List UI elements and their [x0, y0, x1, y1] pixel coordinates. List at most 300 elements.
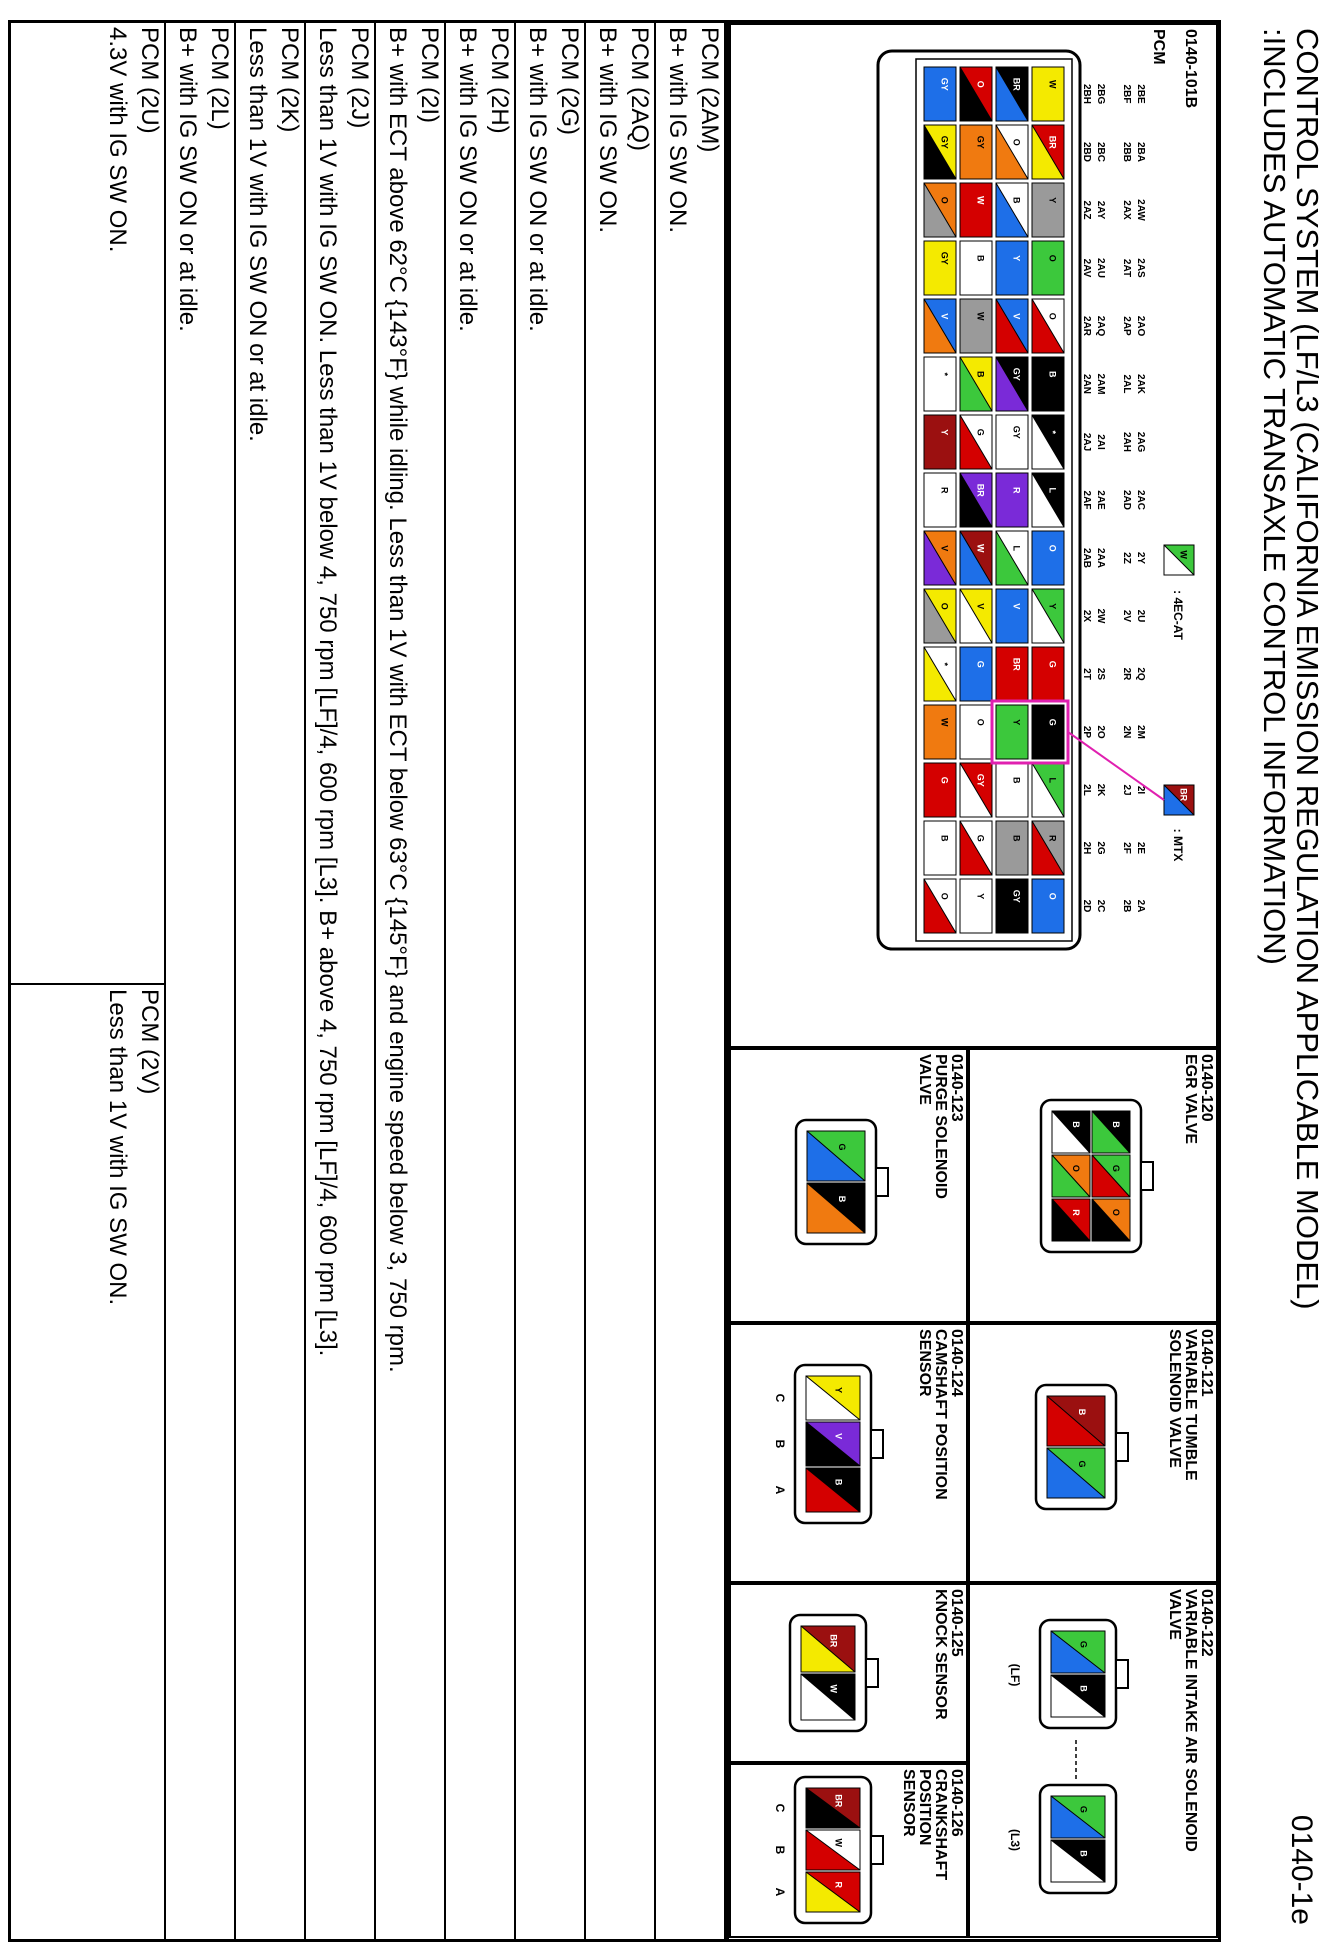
table-row	[516, 23, 586, 1939]
pcm-wire-cavity	[960, 183, 992, 237]
wire-color-label: R	[939, 487, 950, 494]
pcm-wire-cavity	[1032, 67, 1064, 121]
wire-color-label: O	[939, 602, 950, 610]
pcm-wire-cavity	[1032, 299, 1064, 353]
mt-note-label: : MTX	[1171, 828, 1185, 862]
pcm-wire-cavity	[996, 67, 1028, 121]
wire-color-label: W	[833, 1838, 844, 1848]
pcm-wire-cavity	[960, 589, 992, 643]
pcm-wire-cavity	[960, 879, 992, 933]
pcm-wire-cavity	[924, 125, 956, 179]
pcm-wire-cavity	[924, 763, 956, 817]
pin-number: 2O	[1095, 725, 1106, 739]
pcm-wire-cavity	[1032, 473, 1064, 527]
purge-valve-connector	[732, 1050, 966, 1320]
wire-color-label: B	[1110, 1121, 1121, 1128]
intake-valve-name: VARIABLE INTAKE AIR SOLENOID VALVE	[1166, 1589, 1199, 1852]
pin-number: 2J	[1121, 784, 1132, 796]
pin-number: 2AU	[1095, 257, 1106, 279]
row-condition: 4.3V with IG SW ON.	[104, 27, 131, 253]
wire-color-label: B	[1078, 1685, 1089, 1692]
row-terminal: PCM (2U)	[136, 27, 163, 134]
wire-color-label: L	[1047, 777, 1058, 784]
pin-number: 2AS	[1135, 258, 1146, 278]
intake-valve-cell	[968, 1583, 1218, 1938]
wire-color-label: G	[1110, 1164, 1121, 1172]
page-number: 0140-1e	[1285, 1814, 1318, 1925]
intake-valve-connector	[971, 1585, 1216, 1935]
pin-number: 2BC	[1095, 141, 1106, 163]
wire-cavity	[1051, 1796, 1105, 1838]
pin-number: 2AD	[1121, 489, 1132, 511]
row-condition: B+ with IG SW ON.	[664, 27, 691, 234]
pcm-wire-cavity	[996, 183, 1028, 237]
knock-sensor-id: 0140-125	[948, 1589, 965, 1657]
pin-number: 2BG	[1095, 83, 1106, 105]
wire-color-label: G	[1078, 1805, 1089, 1813]
pcm-wire-cavity	[924, 821, 956, 875]
crankshaft-sensor-connector	[732, 1765, 966, 1935]
wire-color-label: B	[1078, 1850, 1089, 1857]
pin-number: 2AL	[1121, 374, 1132, 394]
wire-color-label: W	[828, 1684, 839, 1693]
tumble-valve-connector	[971, 1325, 1216, 1580]
pcm-wire-cavity	[1032, 879, 1064, 933]
pcm-wire-cavity	[1032, 589, 1064, 643]
camshaft-sensor-connector	[732, 1325, 966, 1580]
tumble-valve-cell	[968, 1323, 1218, 1583]
wire-color-label: Y	[833, 1387, 844, 1394]
wire-color-label: Y	[1047, 603, 1058, 610]
pin-number: 2BE	[1135, 84, 1146, 104]
pin-number: 2Q	[1135, 667, 1146, 681]
at-note-label: : 4EC-AT	[1171, 590, 1185, 640]
pcm-wire-cavity	[960, 705, 992, 759]
pcm-wire-cavity	[1032, 705, 1064, 759]
pcm-wire-cavity	[924, 647, 956, 701]
wire-cavity	[1092, 1155, 1130, 1197]
pcm-wire-cavity	[1032, 183, 1064, 237]
pin-number: 2AM	[1095, 373, 1106, 395]
page-subtitle: :INCLUDES AUTOMATIC TRANSAXLE CONTROL INFORMATION)	[1257, 28, 1292, 965]
row-terminal: PCM (2H)	[486, 27, 513, 134]
wire-cavity	[1047, 1396, 1105, 1446]
table-row	[166, 23, 236, 1939]
pcm-connector-id: 0140-101B	[1182, 29, 1199, 109]
connector-latch	[871, 1836, 883, 1864]
row-terminal: PCM (2V)	[136, 989, 163, 1095]
pin-number: 2X	[1081, 609, 1092, 623]
crankshaft-sensor-cell	[729, 1763, 968, 1938]
pcm-wire-cavity	[996, 473, 1028, 527]
wire-cavity	[1051, 1675, 1105, 1717]
wire-color-label: G	[1076, 1460, 1087, 1468]
pin-number: 2AA	[1095, 547, 1106, 569]
pcm-wire-cavity	[960, 241, 992, 295]
wire-cavity	[1052, 1111, 1090, 1153]
wire-cavity	[806, 1830, 860, 1870]
wire-color-label: V	[833, 1433, 844, 1440]
wire-color-label: Y	[1011, 719, 1022, 726]
wire-color-label: O	[1047, 312, 1058, 320]
pin-number: 2M	[1135, 725, 1146, 739]
purge-valve-name: PURGE SOLENOID VALVE	[916, 1054, 949, 1199]
wire-color-label: *	[1047, 430, 1058, 435]
table-row	[236, 23, 306, 1939]
wire-cavity	[807, 1183, 865, 1233]
pcm-connector-diagram	[731, 25, 1216, 1045]
pcm-wire-cavity	[1032, 647, 1064, 701]
wire-color-label: W	[1047, 80, 1058, 89]
wire-color-label: G	[1047, 718, 1058, 726]
wire-color-label: BR	[1047, 135, 1058, 149]
voltage-table	[8, 20, 726, 1942]
pin-letter: B	[773, 1439, 787, 1449]
pin-number: 2T	[1081, 668, 1092, 680]
wire-color-label: R	[1047, 835, 1058, 842]
wire-color-label: BR	[1011, 657, 1022, 671]
page-title: CONTROL SYSTEM (LF/L3 (CALIFORNIA EMISSION REGULATION APPLICABLE MODEL)	[1290, 28, 1325, 1310]
pcm-wire-cavity	[996, 589, 1028, 643]
pin-number: 2AE	[1095, 490, 1106, 510]
pcm-wire-cavity	[996, 879, 1028, 933]
wire-color-label: O	[1110, 1208, 1121, 1216]
wire-color-label: *	[939, 662, 950, 667]
wire-color-label: V	[939, 313, 950, 320]
connector-latch	[871, 1430, 883, 1458]
pin-number: 2AK	[1135, 373, 1146, 395]
pcm-wire-cavity	[1032, 531, 1064, 585]
wire-color-label: G	[975, 834, 986, 842]
intake-valve-id: 0140-122	[1198, 1589, 1215, 1657]
wire-color-label: B	[833, 1478, 844, 1486]
wire-cavity	[1052, 1155, 1090, 1197]
pcm-wire-cavity	[960, 473, 992, 527]
wire-cavity	[806, 1788, 860, 1828]
knock-sensor-connector	[732, 1585, 966, 1760]
knock-sensor-name: KNOCK SENSOR	[932, 1589, 949, 1720]
purge-valve-id: 0140-123	[948, 1054, 965, 1122]
wire-color-label: GY	[939, 251, 950, 265]
wire-color-label: B	[1011, 197, 1022, 204]
egr-valve-name: EGR VALVE	[1182, 1054, 1199, 1145]
camshaft-sensor-name: CAMSHAFT POSITION SENSOR	[916, 1329, 949, 1500]
wire-color-label: G	[975, 660, 986, 668]
pin-number: 2I	[1135, 785, 1146, 795]
pin-number: 2Y	[1135, 551, 1146, 565]
pcm-connector-name: PCM	[1150, 29, 1167, 65]
row-terminal: PCM (2AQ)	[626, 27, 653, 152]
pin-number: 2BA	[1135, 141, 1146, 163]
wire-color-label: BR	[975, 483, 986, 497]
crankshaft-sensor-name: CRANKSHAFT POSITION SENSOR	[900, 1769, 949, 1881]
pcm-wire-cavity	[960, 821, 992, 875]
connector-frame	[726, 20, 1221, 1942]
pcm-wire-cavity	[924, 415, 956, 469]
purge-valve-cell	[729, 1048, 968, 1323]
pin-number: 2AR	[1081, 315, 1092, 337]
pin-number: 2A	[1135, 899, 1146, 913]
knock-sensor-cell	[729, 1583, 968, 1763]
egr-valve-id: 0140-120	[1198, 1054, 1215, 1122]
camshaft-sensor-id: 0140-124	[948, 1329, 965, 1397]
wire-color-label: B	[939, 835, 950, 842]
wire-color-label: O	[975, 718, 986, 726]
pcm-wire-cavity	[996, 241, 1028, 295]
pin-number: 2E	[1135, 841, 1146, 855]
pin-letter: C	[773, 1393, 787, 1403]
connector-latch	[1116, 1660, 1128, 1688]
wire-color-label: O	[939, 196, 950, 204]
wire-color-label: B	[975, 371, 986, 378]
wire-color-label: W	[975, 196, 986, 205]
egr-valve-connector	[971, 1050, 1216, 1320]
pcm-wire-cavity	[1032, 125, 1064, 179]
wire-color-label: Y	[1011, 255, 1022, 262]
pin-letter: B	[773, 1845, 787, 1855]
pcm-wire-cavity	[1032, 415, 1064, 469]
row-terminal: PCM (2I)	[416, 27, 443, 123]
wire-color-label: V	[939, 545, 950, 552]
row-condition: B+ with IG SW ON.	[594, 27, 621, 234]
wire-color-label: O	[975, 80, 986, 88]
lf-variant-label: (LF)	[1008, 1663, 1022, 1687]
pin-number: 2AI	[1095, 434, 1106, 450]
wire-cavity	[1052, 1199, 1090, 1241]
wire-color-label: G	[939, 776, 950, 784]
table-row	[376, 23, 446, 1939]
pin-number: 2BD	[1081, 141, 1092, 163]
connector-latch	[1141, 1162, 1153, 1190]
pin-number: 2H	[1081, 841, 1092, 855]
wire-color-label: GY	[975, 135, 986, 149]
pcm-wire-cavity	[924, 183, 956, 237]
wire-color-label: O	[1011, 138, 1022, 146]
pcm-wire-cavity	[960, 415, 992, 469]
at-note-swatch	[1164, 545, 1194, 575]
pin-number: 2AN	[1081, 373, 1092, 395]
pin-number: 2V	[1121, 609, 1132, 623]
pcm-wire-cavity	[924, 531, 956, 585]
l3-variant-label: (L3)	[1008, 1829, 1022, 1851]
pin-letter: A	[773, 1887, 787, 1897]
wire-color-label: W	[975, 544, 986, 553]
wire-cavity	[1047, 1448, 1105, 1498]
pcm-wire-cavity	[996, 821, 1028, 875]
pcm-wire-cavity	[996, 357, 1028, 411]
wire-color-label: Y	[975, 893, 986, 900]
table-cell	[8, 23, 164, 983]
wire-color-label: GY	[1011, 367, 1022, 381]
table-cell	[8, 983, 164, 1939]
row-condition: B+ with ECT above 62°C {143°F} while idling. Less than 1V with ECT below 63°C {145°F} and engine speed below 3, 750 rpm.	[384, 27, 411, 1373]
table-row	[446, 23, 516, 1939]
pcm-wire-cavity	[960, 647, 992, 701]
wire-color-label: B	[1070, 1121, 1081, 1128]
row-condition: B+ with IG SW ON or at idle.	[454, 27, 481, 332]
pin-number: 2AO	[1135, 315, 1146, 337]
wire-color-label: O	[1070, 1164, 1081, 1172]
row-terminal: PCM (2L)	[206, 27, 233, 130]
pin-number: 2BB	[1121, 141, 1132, 163]
wire-color-label: G	[836, 1143, 847, 1151]
egr-valve-cell	[968, 1048, 1218, 1323]
table-row	[656, 23, 726, 1939]
pin-number: 2AG	[1135, 431, 1146, 453]
pcm-wire-cavity	[924, 357, 956, 411]
wire-color-label: BR	[833, 1794, 844, 1808]
wire-color-label: *	[939, 372, 950, 377]
wire-cavity	[1051, 1840, 1105, 1882]
row-condition: Less than 1V with IG SW ON. Less than 1V below 4, 750 rpm [LF]/4, 600 rpm [L3]. B+ above 4, 750 rpm [LF]/4, 600 rpm [L3].	[314, 27, 341, 1357]
connector-latch	[876, 1168, 888, 1196]
pin-number: 2AT	[1121, 258, 1132, 278]
pin-number: 2AV	[1081, 258, 1092, 278]
pcm-wire-cavity	[960, 763, 992, 817]
row-terminal: PCM (2G)	[556, 27, 583, 135]
row-condition: Less than 1V with IG SW ON.	[104, 989, 131, 1306]
mt-note-swatch	[1164, 785, 1194, 815]
wire-color-label: W	[975, 312, 986, 321]
wire-color-label: R	[833, 1881, 844, 1889]
pcm-wire-cavity	[1032, 241, 1064, 295]
wire-color-label: V	[1011, 313, 1022, 320]
table-row	[306, 23, 376, 1939]
row-terminal: PCM (2AM)	[696, 27, 723, 153]
wire-cavity	[807, 1131, 865, 1181]
pin-number: 2N	[1121, 725, 1132, 739]
wire-color-label: B	[1076, 1408, 1087, 1416]
wire-cavity	[1051, 1631, 1105, 1673]
pin-number: 2AF	[1081, 490, 1092, 510]
pcm-wire-cavity	[996, 531, 1028, 585]
pin-number: 2Z	[1121, 552, 1132, 564]
wire-cavity	[1092, 1111, 1130, 1153]
pin-number: 2C	[1095, 899, 1106, 913]
pcm-wire-cavity	[996, 763, 1028, 817]
row-condition: B+ with IG SW ON or at idle.	[524, 27, 551, 332]
pin-number: 2AW	[1135, 199, 1146, 221]
pin-number: 2S	[1095, 667, 1106, 681]
pin-number: 2F	[1121, 842, 1132, 854]
pin-number: 2AX	[1121, 200, 1132, 220]
pcm-wire-cavity	[924, 879, 956, 933]
wire-color-label: Y	[1047, 197, 1058, 204]
connector-latch	[1116, 1433, 1128, 1461]
pcm-wire-cavity	[996, 125, 1028, 179]
pin-number: 2P	[1081, 725, 1092, 739]
pin-number: 2AQ	[1095, 315, 1106, 337]
pcm-wire-cavity	[996, 647, 1028, 701]
wire-cavity	[806, 1872, 860, 1912]
pcm-wire-cavity	[960, 531, 992, 585]
wire-color-label: G	[1078, 1640, 1089, 1648]
wire-color-label: O	[939, 892, 950, 900]
pcm-wire-cavity	[924, 473, 956, 527]
wire-color-label: GY	[939, 77, 950, 91]
wire-cavity	[801, 1626, 855, 1672]
wire-cavity	[806, 1468, 860, 1512]
pcm-wire-cavity	[996, 299, 1028, 353]
wire-color-label: GY	[939, 135, 950, 149]
wire-color-label: G	[1047, 660, 1058, 668]
wire-color-label: B	[836, 1195, 847, 1203]
pcm-wire-cavity	[924, 67, 956, 121]
pcm-wire-cavity	[960, 67, 992, 121]
tumble-valve-id: 0140-121	[1198, 1329, 1215, 1397]
pcm-wire-cavity	[960, 299, 992, 353]
wire-color-label: L	[1011, 545, 1022, 552]
wire-color-label: B	[1047, 371, 1058, 378]
wire-color-label: B	[975, 255, 986, 262]
wire-color-label: BR	[1178, 788, 1189, 802]
wire-cavity	[801, 1674, 855, 1720]
pin-number: 2K	[1095, 783, 1106, 797]
wire-color-label: GY	[975, 773, 986, 787]
pcm-wire-cavity	[960, 357, 992, 411]
wire-color-label: GY	[1011, 889, 1022, 903]
row-condition: Less than 1V with IG SW ON or at idle.	[244, 27, 271, 442]
table-row-split	[8, 23, 166, 1939]
wire-color-label: Y	[939, 429, 950, 436]
wire-color-label: V	[975, 603, 986, 610]
pin-number: 2AP	[1121, 316, 1132, 336]
tumble-valve-name: VARIABLE TUMBLE SOLENOID VALVE	[1166, 1329, 1199, 1481]
pin-number: 2U	[1135, 609, 1146, 623]
row-terminal: PCM (2K)	[276, 27, 303, 133]
wire-color-label: L	[1047, 487, 1058, 494]
pcm-wire-cavity	[924, 241, 956, 295]
pin-number: 2AJ	[1081, 432, 1092, 452]
wire-color-label: B	[1011, 835, 1022, 842]
wire-color-label: O	[1047, 544, 1058, 552]
pin-number: 2D	[1081, 899, 1092, 913]
wire-color-label: W	[939, 718, 950, 727]
pcm-wire-cavity	[996, 705, 1028, 759]
wire-color-label: G	[975, 428, 986, 436]
pcm-wire-cavity	[924, 705, 956, 759]
wire-color-label: O	[1047, 892, 1058, 900]
pcm-wire-cavity	[1032, 357, 1064, 411]
pcm-wire-cavity	[996, 415, 1028, 469]
pin-number: 2AZ	[1081, 200, 1092, 220]
wire-color-label: V	[1011, 603, 1022, 610]
pin-number: 2AY	[1095, 200, 1106, 220]
wire-cavity	[806, 1422, 860, 1466]
wire-cavity	[806, 1376, 860, 1420]
pin-number: 2R	[1121, 667, 1132, 681]
pcm-wire-cavity	[1032, 821, 1064, 875]
wire-cavity	[1092, 1199, 1130, 1241]
wire-color-label: O	[1047, 254, 1058, 262]
connector-latch	[866, 1659, 878, 1687]
pin-number: 2L	[1081, 784, 1092, 796]
wire-color-label: B	[1011, 777, 1022, 784]
pin-number: 2AC	[1135, 489, 1146, 511]
wire-color-label: R	[1070, 1209, 1081, 1216]
table-row	[586, 23, 656, 1939]
wire-color-label: BR	[828, 1634, 839, 1648]
pin-number: 2W	[1095, 608, 1106, 624]
pin-number: 2AB	[1081, 547, 1092, 569]
crankshaft-sensor-id: 0140-126	[948, 1769, 965, 1837]
wire-color-label: W	[1178, 550, 1189, 559]
pcm-wire-cavity	[1032, 763, 1064, 817]
wire-color-label: BR	[1011, 77, 1022, 91]
pin-number: 2G	[1095, 841, 1106, 855]
pin-number: 2BF	[1121, 84, 1132, 104]
pin-number: 2B	[1121, 899, 1132, 913]
